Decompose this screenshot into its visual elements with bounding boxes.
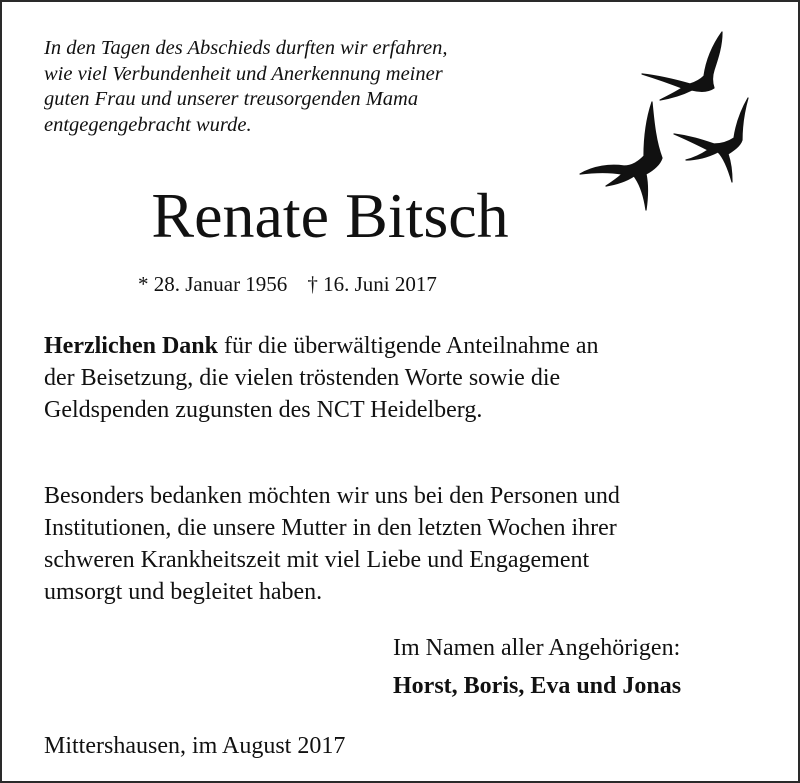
thanks-lead: Herzlichen Dank bbox=[44, 333, 218, 359]
special-thanks-line: Besonders bedanken möchten wir uns bei den Personen und bbox=[44, 483, 620, 509]
special-thanks-line: schweren Krankheitszeit mit viel Liebe und Engagement bbox=[44, 547, 590, 573]
thanks-text: für die überwältigende Anteilnahme an bbox=[218, 333, 599, 359]
birth-date: * 28. Januar 1956 bbox=[138, 272, 288, 296]
intro-line: guten Frau und unserer treusorgenden Mama bbox=[44, 88, 419, 110]
place-date: Mittershausen, im August 2017 bbox=[44, 733, 346, 759]
life-dates bbox=[138, 272, 437, 297]
signature-names: Horst, Boris, Eva und Jonas bbox=[393, 673, 682, 699]
special-thanks-paragraph bbox=[44, 480, 784, 608]
intro-line: In den Tagen des Abschieds durften wir erfahren, bbox=[44, 37, 448, 59]
deceased-name: Renate Bitsch bbox=[151, 180, 509, 251]
thanks-text: Geldspenden zugunsten des NCT Heidelberg. bbox=[44, 397, 483, 423]
intro-verse bbox=[44, 36, 604, 138]
signature-intro: Im Namen aller Angehörigen: bbox=[393, 635, 681, 661]
intro-line: entgegengebracht wurde. bbox=[44, 113, 252, 136]
thanks-text: der Beisetzung, die vielen tröstenden Worte sowie die bbox=[44, 365, 561, 391]
special-thanks-line: umsorgt und begleitet haben. bbox=[44, 579, 323, 605]
intro-line: wie viel Verbundenheit und Anerkennung meiner bbox=[44, 62, 443, 85]
special-thanks-line: Institutionen, die unsere Mutter in den letzten Wochen ihrer bbox=[44, 515, 617, 541]
death-date: † 16. Juni 2017 bbox=[307, 272, 437, 296]
thanks-paragraph bbox=[44, 330, 784, 426]
signature-block bbox=[393, 632, 681, 702]
